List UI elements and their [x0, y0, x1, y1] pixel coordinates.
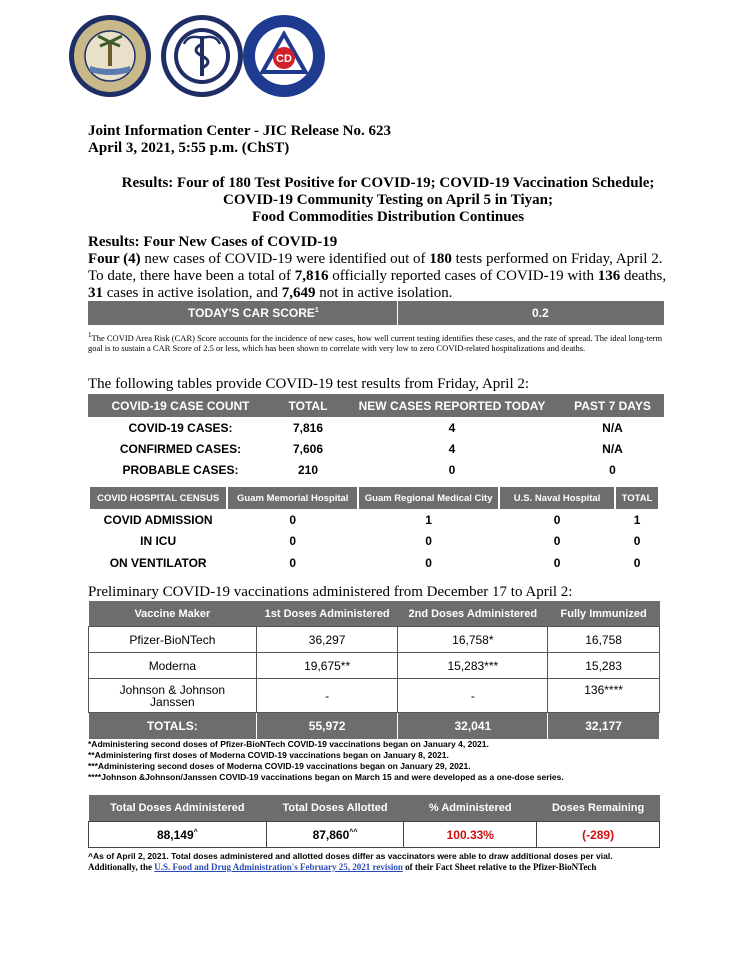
total-doses-administered: [89, 822, 267, 848]
table-cell: PROBABLE CASES:: [122, 462, 239, 477]
results-text: tests performed on Friday, April 2.: [451, 251, 663, 267]
public-health-seal: [160, 14, 244, 98]
car-footnote-sup: 1: [88, 331, 92, 339]
table-cell: N/A: [602, 441, 623, 456]
results-paragraph-2: [88, 268, 667, 285]
table-cell: Pfizer-BioNTech: [89, 627, 257, 653]
doses-header-cell: Total Doses Allotted: [266, 795, 404, 822]
hospital-header-cell: COVID HOSPITAL CENSUS: [90, 487, 226, 509]
table-cell: 16,758: [548, 627, 660, 653]
table-row: [89, 653, 660, 679]
new-cases-count: Four (4): [88, 251, 141, 267]
doses-note-text: Additionally, the: [88, 862, 155, 872]
table-cell: Johnson & Johnson Janssen: [89, 679, 257, 713]
table-cell: 16,758*: [398, 627, 548, 653]
table-row: [89, 679, 660, 713]
table-cell: -: [398, 679, 548, 713]
doses-value: 88,149: [156, 827, 194, 842]
hospital-header-cell: U.S. Naval Hospital: [500, 487, 614, 509]
table-row: [90, 531, 658, 553]
civil-defense-seal: [242, 14, 326, 98]
table-cell: 0: [553, 534, 561, 549]
case-count-header-cell: TOTAL: [273, 394, 343, 417]
table-cell: 15,283***: [398, 653, 548, 679]
headline-line-2: COVID-19 Community Testing on April 5 in Tiyan;: [223, 192, 553, 208]
active-isolation-count: 31: [88, 285, 103, 301]
vaccine-note: **Administering first doses of Moderna COVID-19 vaccinations began on January 8, 2021.: [88, 750, 449, 760]
table-cell: 0: [553, 555, 561, 570]
car-score-value: 0.2: [532, 306, 549, 320]
results-heading: Results: Four New Cases of COVID-19: [88, 234, 338, 250]
vaccine-note: ***Administering second doses of Moderna COVID-19 vaccinations began on January 29, 2021.: [88, 761, 471, 771]
table-row: [88, 417, 664, 438]
totals-row: [89, 713, 660, 740]
case-count-header-cell: COVID-19 CASE COUNT: [88, 394, 273, 417]
table-cell: 55,972: [256, 713, 398, 740]
table-cell: COVID ADMISSION: [103, 512, 213, 527]
table-cell: 19,675**: [256, 653, 398, 679]
hospital-header-cell: Guam Memorial Hospital: [228, 487, 357, 509]
table-row: [89, 822, 660, 848]
car-divider: [397, 301, 398, 325]
doses-header: [89, 795, 660, 822]
vaccine-header-cell: 2nd Doses Administered: [398, 601, 548, 627]
table-cell: 0: [289, 512, 297, 527]
release-datetime: April 3, 2021, 5:55 p.m. (ChST): [88, 140, 290, 156]
table-cell: 0: [289, 534, 297, 549]
deaths-count: 136: [597, 268, 621, 284]
table-cell: 0: [425, 555, 432, 570]
table-cell: CONFIRMED CASES:: [119, 441, 242, 456]
headline-line-3: Food Commodities Distribution Continues: [251, 209, 525, 225]
car-footnote: [88, 330, 664, 354]
case-count-header-cell: NEW CASES REPORTED TODAY: [343, 394, 561, 417]
car-score-label: [188, 306, 319, 320]
case-count-header: [88, 394, 664, 417]
table-cell: Moderna: [89, 653, 257, 679]
table-cell: 15,283: [548, 653, 660, 679]
table-cell: TOTALS:: [89, 713, 257, 740]
table-cell: 1: [633, 512, 641, 527]
results-paragraph-3: [88, 285, 664, 302]
results-text: not in active isolation.: [315, 285, 453, 301]
table-cell: 32,041: [398, 713, 548, 740]
hospital-header-cell: Guam Regional Medical City: [359, 487, 498, 509]
table-cell: IN ICU: [140, 534, 177, 549]
table-cell: 7,606: [292, 441, 324, 456]
results-text: deaths,: [620, 268, 667, 284]
vaccine-table: [88, 601, 660, 740]
hospital-census-table: [88, 487, 660, 574]
table-cell: 0: [633, 555, 641, 570]
vaccine-header-cell: Vaccine Maker: [89, 601, 257, 627]
table-cell: 0: [553, 512, 561, 527]
doses-table: [88, 795, 660, 848]
results-text: officially reported cases of COVID-19 with: [328, 268, 598, 284]
vaccine-note: *Administering second doses of Pfizer-BioNTech COVID-19 vaccinations began on January 4, 2021.: [88, 739, 489, 749]
results-text: cases in active isolation, and: [103, 285, 282, 301]
table-row: [90, 552, 658, 574]
total-doses-allotted: [266, 822, 404, 848]
table-row: [90, 509, 658, 531]
doses-remaining: (-289): [537, 822, 660, 848]
doses-note-line-2: [88, 862, 668, 873]
tables-intro: The following tables provide COVID-19 test results from Friday, April 2:: [88, 376, 530, 392]
vaccine-header-cell: 1st Doses Administered: [256, 601, 398, 627]
table-cell: 0: [425, 534, 432, 549]
car-score-bar: [88, 301, 664, 325]
governor-seal: [68, 14, 152, 98]
case-count-table: [88, 394, 664, 480]
doses-header-cell: Total Doses Administered: [89, 795, 267, 822]
car-label-text: TODAY'S CAR SCORE: [188, 306, 315, 320]
table-row: [88, 438, 664, 459]
car-label-sup: 1: [314, 307, 319, 314]
table-cell: 210: [297, 462, 319, 477]
table-row: [89, 627, 660, 653]
not-active-count: 7,649: [281, 285, 316, 301]
doses-sup: ^: [193, 828, 198, 836]
cd-letters: CD: [276, 53, 292, 65]
hospital-header-cell: TOTAL: [616, 487, 658, 509]
table-cell: ON VENTILATOR: [109, 555, 207, 570]
vaccine-note: ****Johnson &Johnson/Janssen COVID-19 vaccinations began on March 15 and were developed as a one-dose series.: [88, 772, 564, 782]
tests-count: 180: [429, 251, 452, 267]
doses-header-cell: Doses Remaining: [537, 795, 660, 822]
table-cell: -: [256, 679, 398, 713]
results-text: To date, there have been a total of: [88, 268, 295, 284]
table-cell: 0: [609, 462, 616, 477]
vaccine-header-cell: Fully Immunized: [548, 601, 660, 627]
table-cell: N/A: [602, 420, 623, 435]
table-row: [88, 459, 664, 480]
car-footnote-text: The COVID Area Risk (CAR) Score accounts for the incidence of new cases, how well current testing identifies these cases, and the rate of spread. The ideal long-term goal is to sustain a CAR Score of 2.5 or less, which has been shown to correlate with very low to zero COVID-related hospitalizations and deaths.: [88, 332, 663, 354]
table-cell: 0: [448, 462, 456, 477]
headline-line-1: Results: Four of 180 Test Positive for COVID-19; COVID-19 Vaccination Schedule;: [121, 175, 655, 191]
table-cell: 1: [425, 512, 432, 527]
results-text: new cases of COVID-19 were identified out of: [140, 251, 430, 267]
fda-revision-link[interactable]: U.S. Food and Drug Administration's February 25, 2021 revision: [154, 862, 403, 872]
doses-note-line-1: ^As of April 2, 2021. Total doses administered and allotted doses differ as vaccinators were able to draw additional doses per vial.: [88, 851, 613, 861]
table-cell: 32,177: [548, 713, 660, 740]
case-count-header-cell: PAST 7 DAYS: [561, 394, 664, 417]
doses-value: 87,860: [312, 827, 350, 842]
vaccine-header: [89, 601, 660, 627]
table-cell: 0: [289, 555, 297, 570]
doses-sup: ^^: [349, 828, 358, 836]
percent-administered: 100.33%: [404, 822, 537, 848]
doses-header-cell: % Administered: [404, 795, 537, 822]
vaccine-intro: Preliminary COVID-19 vaccinations administered from December 17 to April 2:: [88, 584, 573, 600]
table-cell: 36,297: [256, 627, 398, 653]
table-cell: 0: [633, 534, 641, 549]
total-cases: 7,816: [294, 268, 329, 284]
hospital-header: [90, 487, 658, 509]
table-cell: COVID-19 CASES:: [128, 420, 233, 435]
release-number: Joint Information Center - JIC Release No. 623: [88, 123, 392, 139]
table-cell: 136****: [548, 679, 660, 713]
table-cell: 4: [448, 420, 456, 435]
doses-note-text: of their Fact Sheet relative to the Pfizer-BioNTech: [402, 862, 597, 872]
table-cell: 7,816: [292, 420, 324, 435]
table-cell: 4: [448, 441, 456, 456]
results-paragraph-1: [88, 251, 664, 268]
